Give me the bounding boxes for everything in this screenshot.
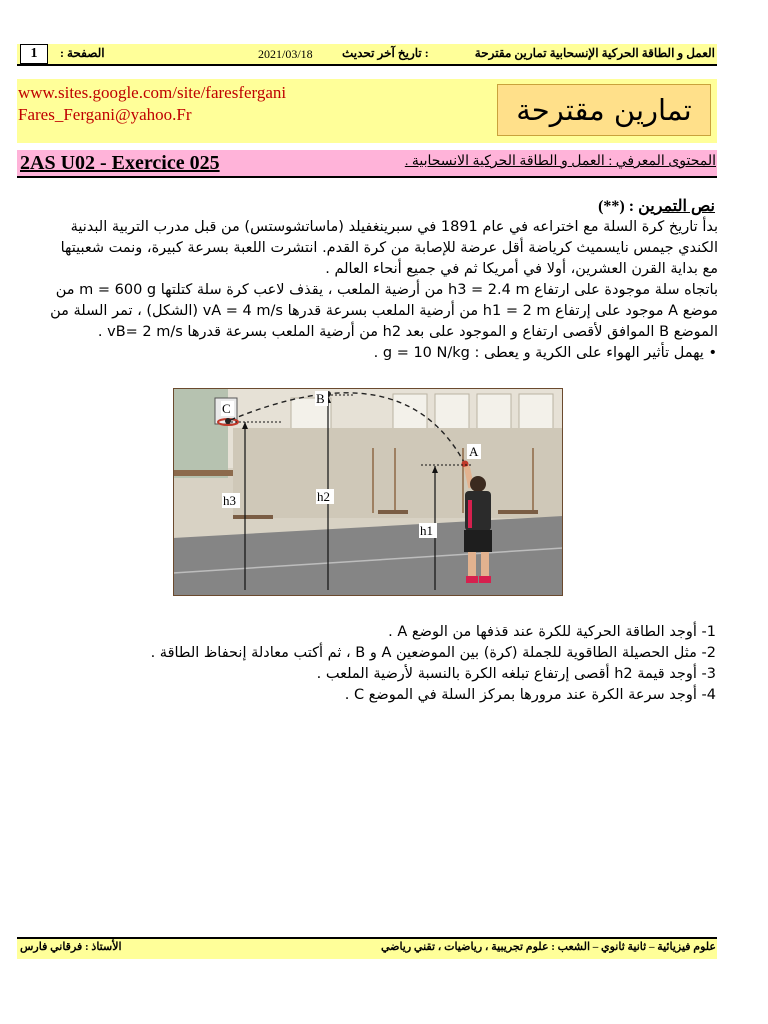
label-h3: h3	[223, 493, 236, 508]
statement-heading	[598, 196, 715, 216]
email-link[interactable]: Fares_Fergani@yahoo.Fr	[18, 105, 192, 124]
label-B: B	[316, 391, 325, 406]
teacher-name: الأستاذ : فرقاني فارس	[20, 941, 122, 953]
basketball-figure	[173, 388, 563, 596]
question-2: 2- مثل الحصيلة الطاقوية للجملة (كرة) بين الموضعين A و B ، ثم أكتب معادلة إنحفاظ الطاقة .	[150, 645, 716, 661]
question-1: 1- أوجد الطاقة الحركية للكرة عند قذفها من الوضع A .	[388, 624, 716, 640]
website-link[interactable]: www.sites.google.com/site/faresfergani	[18, 83, 287, 102]
page-label: الصفحة :	[60, 46, 105, 60]
update-date: 2021/03/18	[258, 47, 313, 61]
statement-line: مع بداية القرن العشرين، أولا في أمريكا ثم في جميع أنحاء العالم .	[325, 261, 718, 277]
question-3: 3- أوجد قيمة h2 أقصى إرتفاع تبلغه الكرة بالنسبة لأرضية الملعب .	[316, 666, 716, 682]
course-info: علوم فيزيائية – ثانية ثانوي – الشعب : علوم تجريبية ، رياضيات ، تقني رياضي	[380, 941, 716, 953]
label-h2: h2	[317, 489, 330, 504]
label-h1: h1	[420, 523, 433, 538]
statement-line: الكندي جيمس نايسميث كرياضة أقل عرضة للإصابة من كرة القدم. انتشرت اللعبة بسرعة كبيرة، ونمت شعبيتها	[60, 240, 718, 256]
label-C: C	[222, 401, 231, 416]
update-label: : تاريخ آخر تحديث	[342, 46, 429, 60]
knowledge-domain: المحتوى المعرفي : العمل و الطاقة الحركية الانسحابية .	[404, 154, 716, 169]
page-number: 1	[20, 44, 48, 64]
exercise-code: 2AS U02 - Exercice 025	[20, 152, 220, 174]
page-title: تمارين مقترحة	[497, 84, 711, 136]
difficulty: : (**)	[598, 198, 635, 215]
point-C-marker	[225, 418, 231, 424]
statement-line: موضع A موجود على إرتفاع h1 = 2 m من أرضية الملعب بسرعة قدرها vA = 4 m/s (الشكل) ، تمر السلة من	[50, 303, 718, 319]
label-A: A	[469, 444, 479, 459]
questions-list	[116, 622, 716, 706]
statement-label: نص التمرين	[638, 198, 715, 215]
statement-line: بدأ تاريخ كرة السلة مع اختراعه في عام 1891 في سبرينغفيلد (ماساتشوستس) من قبل مدرب التربية البدنية	[70, 219, 718, 235]
balcony-rail	[173, 470, 233, 476]
question-4: 4- أوجد سرعة الكرة عند مرورها بمركز السلة في الموضع C .	[344, 687, 716, 703]
lower-wall	[233, 428, 563, 518]
header-title: العمل و الطاقة الحركية الإنسحابية تمارين مقترحة	[474, 46, 715, 60]
statement-text	[17, 217, 718, 343]
hypothesis-note: • يهمل تأثير الهواء على الكرية و يعطى : g = 10 N/kg .	[373, 345, 717, 361]
statement-line: باتجاه سلة موجودة على ارتفاع h3 = 2.4 m من أرضية الملعب ، يقذف لاعب كرة سلة كتلتها m = 600 g من	[55, 282, 718, 298]
statement-line: الموضع B الموافق لأقصى ارتفاع و الموجود على بعد h2 من أرضية الملعب بسرعة قدرها vB= 2 m/s .	[97, 324, 718, 340]
